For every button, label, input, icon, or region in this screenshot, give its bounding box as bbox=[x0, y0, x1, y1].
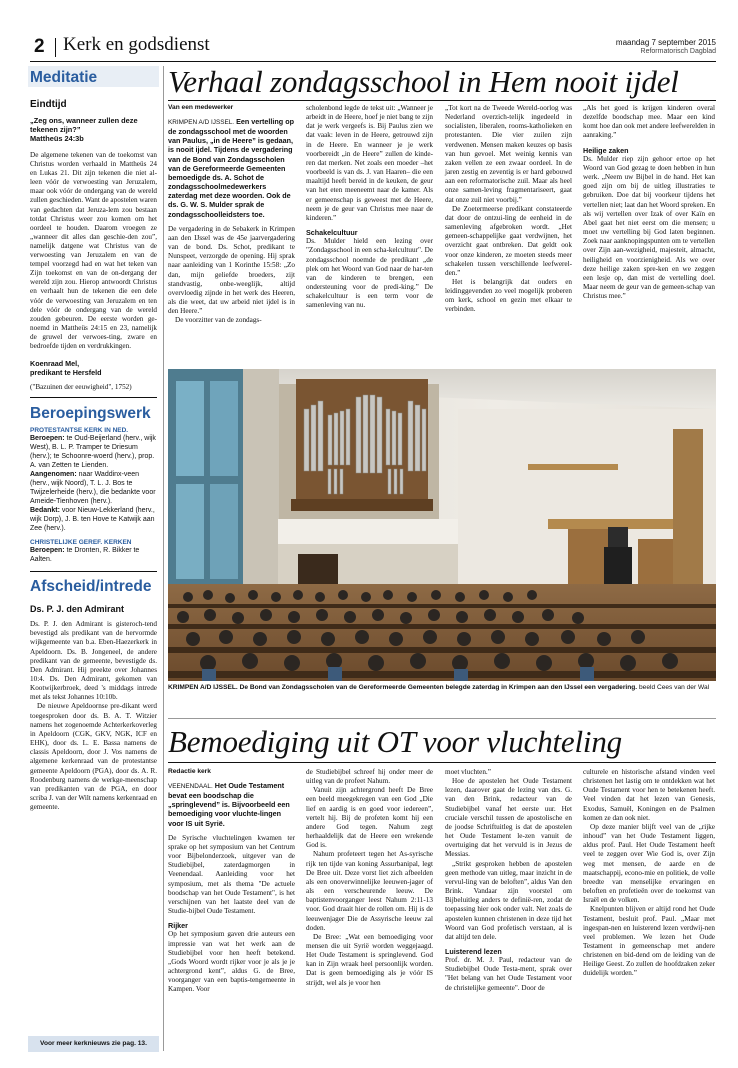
more-news-link[interactable]: Voor meer kerknieuws zie pag. 13. bbox=[28, 1036, 159, 1052]
meditatie-heading: Meditatie bbox=[30, 69, 98, 86]
meditatie-source: ("Bazuinen der eeuwigheid", 1752) bbox=[30, 383, 132, 392]
article2-col1 bbox=[168, 768, 295, 994]
article2-paragraph: De Bree: „Wat een bemoediging voor mensen die uit Syrië worden weggejaagd. Het Oude Testament is springlevend. God kan in Zijn wraak heel persoonlijk worden. Dat is geen bemoediging als je vóór IS strijdt, wel als je voor hen bbox=[306, 932, 433, 987]
article2-paragraph: Op het symposium gaven drie auteurs een impressie van wat het werk aan de Studiebijbel voor hen heeft betekend. „Gods Woord wordt rijker voor je als je je achtergrond kent”, aldus G. de Bree, voorganger van een baptis-tengemeente in Kampen. Voor bbox=[168, 930, 295, 994]
article1-paragraph: „Als het goed is krijgen kinderen overal dezelfde boodschap mee. Maar een kind komt hoe dan ook met andere leefwerelden in aanraking.” bbox=[583, 104, 715, 140]
header-divider bbox=[55, 38, 56, 57]
church-name: PROTESTANTSE KERK IN NED. bbox=[30, 427, 129, 435]
church-photo bbox=[168, 369, 716, 681]
section-title: Kerk en godsdienst bbox=[63, 34, 210, 55]
sidebar bbox=[30, 68, 157, 812]
mid-rule bbox=[168, 718, 716, 719]
article1-rule bbox=[168, 100, 716, 101]
article1-byline: Van een medewerker bbox=[168, 104, 234, 111]
church-name: CHRISTELIJKE GEREF. KERKEN bbox=[30, 539, 132, 547]
article2-rule bbox=[168, 762, 716, 763]
afscheid-p2: De nieuwe Apeldoornse pre-dikant werd toegesproken door ds. B. A. T. Witzier namens het zogenoemde Achterkerkoverleg in Apeldoorn (CGK, GKV, NGK, ICF en EHK), door ds. L. E. Bassa namens de classis Apeldoorn, door J. Vos namens de algemene kerkenraad van de protestantse gemeente Apeldoorn (PGA), door ds. A. R. Roodenburg namens de werkge-meenschap van predikanten van de PGA, en door scriba J. van der Wilt namens kerkenraad en gemeente. bbox=[30, 702, 157, 812]
article1-col4 bbox=[583, 104, 715, 301]
meditatie-ref: Mattheüs 24:3b bbox=[30, 134, 84, 143]
beroeping-item: Aangenomen: naar Waddinx-veen (herv., wijk Noord), T. L. J. Bos te Twijzelerheide (herv.), die bedankte voor Ameide-Tienhoven (herv.). bbox=[30, 471, 156, 506]
article1-paragraph: „Tot kort na de Tweede Wereld-oorlog was Nederland overzich-telijk ingedeeld in socialisten, liberalen, rooms-katholieken en protestanten. Die vier zuilen zijn verdwenen. Mensen maken keuzes op basis van hun gevoel. Met weinig kennis van zaken vellen ze een zwaar oordeel. In de jaren zestig en zeventig is er hard gebouwd aan een reformatorische zuil. Maar als heel onze samen-leving fragmentariseert, gaat dat onze zuil niet voorbij.” bbox=[445, 104, 572, 204]
photo-caption: KRIMPEN A/D IJSSEL. De Bond van Zondagsscholen van de Gereformeerde Gemeenten belegde zaterdag in Krimpen aan den IJssel een vergadering. beeld Cees van der Wal bbox=[168, 684, 710, 691]
church-interior-image bbox=[168, 369, 716, 681]
article2-headline: Bemoediging uit OT voor vluchteling bbox=[168, 724, 622, 759]
beroeping-item: Beroepen: te Dronten, R. Bikker te Aalten. bbox=[30, 547, 140, 564]
meditatie-author: Koenraad Mel, bbox=[30, 359, 80, 369]
meditatie-section bbox=[28, 66, 159, 87]
article1-paragraph: Ds. Mulder hield een lezing over "Zondagsschool in een scha-kelcultuur". De zondagsschool noemde de predikant „de plek om het Woord van God naar de har-ten van de kinderen te brengen, een ondersteuning voor de predi-king.” De schakelcultuur is een term voor de samenleving van nu. bbox=[306, 237, 433, 310]
article1-paragraph: Ds. Mulder riep zijn gehoor ertoe op het Woord van God gezag te doen hebben in hun werk. „Neem uw Bijbel in de hand. Het kan goed zijn om bij de uitleg illustraties te gebruiken. Doe dat bij voorkeur tijdens het vertellen niet; laat dan het Woord spreken. En als wij vertellen over Izak of over Kaïn en Abel gaat het niet eerst om die mensen; u moet uw vertelling bij God laten beginnen. Zoek naar aanknopingspunten om te vertellen over Zijn aan-wezigheid, majesteit, almacht, heiligheid en voorzienigheid. Als we over deze heilige zaken spre-ken en we zeggen een lesje op, dan mist de vertelling doel. Maar neem de geur van de gemeen-schap van Christus mee.” bbox=[583, 154, 715, 301]
article2-col2 bbox=[306, 768, 433, 988]
meditatie-body: De algemene tekenen van de toekomst van Christus worden verhaald in Mattheüs 24 en Lukas 21. Dit zijn tekenen die niet al-leen vóór de verwoesting van Jeruzalem, maar ook vóór de ondergang van de wereld zullen geschieden. Want de apostelen waren van gedachten dat Jeruza-lem zou bestaan totdat Christus weer zou komen om het oordeel te houden. Daarom vroegen ze „wanneer dit alles dan geschie-den zou”, namelijk datgene wat Christus van de verwoesting van Jeruzalem en van de tempel voorzegd had en wat het teken van Zijn toekomst en van de on-dergang der wereld zijn zou. Hierop antwoordt Christus en verhaalt hun de tekenen die een dele vóór de verwoesting van Jeruzalem en ten dele vóór de ondergang van de wereld zouden gebeuren. De eerste worden ge-noemd in Mattheüs 24:15 en 23, namelijk de gruwel der verwoes-ting, zware en bedroefde tijden en verdrukkingen. bbox=[30, 151, 157, 350]
article2-subhead: Rijker bbox=[168, 921, 188, 931]
article1-col3 bbox=[445, 104, 572, 315]
article2-paragraph: Op deze manier blijft veel van de „rijke inhoud” van het Oude Testament liggen, aldus prof. Paul. Het Oude Testament heeft veel te zeggen over Wie God is, over Zijn weg met mensen, de aarde en de maatschappij, econo-mie en politiek, de volle breedte van menselijke ervaringen en beloften en profetieën over de toekomst van Israël en de volken. bbox=[583, 822, 715, 905]
article2-paragraph: Nahum profeteert tegen het As-syrische rijk ten tijde van koning Assurbanipal, legt De Bree uit. Deze vorst liet zich afbeelden als een onoverwinnelijke leeuwen-jager of als een verscheurende leeuw. De baptistenvoorganger leest Nahum 2:11-13 voor. God draait hier de rollen om. Hij is de leeuwenjager Die de Assyrische leeuw zal doden. bbox=[306, 850, 433, 932]
article2-col4 bbox=[583, 768, 715, 979]
article1-paragraph: Het is belangrijk dat ouders en leidinggevenden zo veel mogelijk proberen om kerk, school en gezin met elkaar te verbinden. bbox=[445, 277, 572, 314]
article2-col3 bbox=[445, 768, 572, 993]
afscheid-heading: Afscheid/intrede bbox=[30, 578, 152, 596]
header-paper: Reformatorisch Dagblad bbox=[640, 48, 716, 55]
article2-paragraph: de Studiebijbel schreef hij onder meer de uitleg van de profeet Nahum. bbox=[306, 768, 433, 786]
article1-subhead: Heilige zaken bbox=[583, 145, 629, 155]
article2-paragraph: De Syrische vluchtelingen kwamen ter sprake op het symposium van het Centrum voor Bijbelonderzoek, uitgever van de Studiebijbel, zaterdagmorgen in Veenendaal. Aanleiding voor het symposium, met als thema "De actuele boodschap van het Oude Testament", is het verschijnen van het laatste deel van de Studie-bijbel Oude Testament. bbox=[168, 833, 295, 916]
meditatie-title: Eindtijd bbox=[30, 99, 67, 110]
header-date: maandag 7 september 2015 bbox=[615, 38, 716, 47]
article2-paragraph: Knelpunten blijven er altijd rond het Oude Testament, besluit prof. Paul. „Maar met ingespan-nen en luisterend lezen verdwij-nen veel problemen. We lezen het Oude Testament in gemeenschap met andere christenen en bid-dend om de leiding van de Heilige Geest. Zo zullen de hoofdzaken zeker duidelijk worden.” bbox=[583, 905, 715, 978]
article2-byline: Redactie kerk bbox=[168, 768, 211, 775]
article1-paragraph: scholenbond legde de tekst uit: „Wanneer je arbeidt in de Heere, hoef je niet bang te zijn dat je werk vergeefs is. Bij Paulus zien we dat vaak: leven in de Heere, getrouwd zijn in de Heere. En wanneer je je werk voorbereidt „in de Heere” zullen de kinde-ren dat merken. Net zoals een moeder –het voorbeeld is van ds. J. van Haaren– die een maaltijd heeft bereid in de keuken, de geur van het eten meeneemt naar de kamer. Als er gemeenschap is geweest met de Heere, neem je de geur van Christus mee naar de kinderen.” bbox=[306, 104, 433, 222]
article1-headline: Verhaal zondagsschool in Hem nooit ijdel bbox=[168, 64, 679, 99]
beroepingswerk-list bbox=[30, 427, 157, 564]
article1-lead: KRIMPEN A/D IJSSEL. Een vertelling op de zondagsschool met de woorden van Paulus, „in de Heere” is gedaan, is nooit ijdel. Tijdens de vergadering van de Bond van Zondagsscholen van de Gereformeerde Gemeenten bemoedigde ds. A. Schot de zondagsschoolmedewerkers zaterdag met deze woorden. Ook de ds. G. W. S. Mulder sprak de zondagsschoolleidsters toe. bbox=[168, 117, 294, 219]
article1-paragraph: De vergadering in de Sebakerk in Krimpen aan den IJssel was de 45e jaarvergadering van de bond. Ds. Schot, predikant te Nunspeet, verzorgde de opening. Hij sprak naar aanleiding van 1 Korinthe 15:58: „Zo dan, mijn geliefde broeders, zijt standvastig, onbe-weeglijk, altijd overvloedig zijnde in het werk des Heeren, als die weet, dat uw arbeid niet ijdel is in den Heere.” bbox=[168, 224, 295, 316]
article2-paragraph: Hoe de apostelen het Oude Testament lezen, daarover gaat de lezing van drs. G. van den Brink, redacteur van de Studiebijbel vanaf het eerste uur. Het cruciale verschil tussen de apostolische en de joodse Schriftuitleg is dat de apostelen het Oude Testament le-zen vanuit de overtuiging dat het vervuld is in Jezus de Messias. bbox=[445, 777, 572, 859]
sidebar-divider-2 bbox=[30, 571, 157, 572]
article1-col2 bbox=[306, 104, 433, 310]
beroeping-item: Bedankt: voor Nieuw-Lekkerland (herv., wijk Dorp), J. B. ten Hove te Katwijk aan Zee (herv.). bbox=[30, 507, 155, 533]
beroepingswerk-heading: Beroepingswerk bbox=[30, 405, 151, 423]
article2-subhead: Luisterend lezen bbox=[445, 946, 502, 956]
beroeping-item: Beroepen: te Oud-Beijerland (herv., wijk West), B. L. P. Tramper te Driesum (herv.); te Schoonre-woerd (herv.), prop. A. van Zetten te Lienden. bbox=[30, 435, 156, 470]
article2-paragraph: „Strikt gesproken hebben de apostelen geen methode van uitleg, maar inzicht in de vervul-ling van de beloften”, aldus Van den Brink. Vandaar zijn voorstel om Bijbeluitleg anders te definië-ren, zodat de toepassing hier ook onder valt. Net zoals de apostelen kunnen christenen in deze tijd het Woord van God profetisch verstaan, al is dat altijd ten dele. bbox=[445, 859, 572, 941]
article2-lead: VEENENDAAL. Het Oude Testament bevat een boodschap die „springlevend” is. Bijvoorbeeld een bemoediging voor vluchte-lingen voor IS uit Syrië. bbox=[168, 781, 290, 828]
article2-paragraph: culturele en historische afstand vinden veel christenen het lastig om te ontdekken wat het Oude Testament voor hen te betekenen heeft. Veel vinden dat het lezen van Genesis, Exodus, Samuël, Koningen en de Psalmen komen ze dan ook niet. bbox=[583, 768, 715, 822]
article1-paragraph: De voorzitter van de zondags- bbox=[175, 316, 262, 325]
page-number: 2 bbox=[34, 36, 45, 57]
article1-paragraph: De Zoetermeerse predikant constateerde dat door de ontzui-ling de eenheid in de samenleving afgebroken wordt. „Het gemeen-schappelijke gaat verdwijnen, het overzicht gaat ontbreken. Dat geldt ook voor onze kinderen, ze moeten steeds meer schakelen tussen verschillende leefwerel-den.” bbox=[445, 204, 572, 277]
article2-paragraph: Prof. dr. M. J. Paul, redacteur van de Studiebijbel Oude Testa-ment, sprak over "Het belang van het Oude Testament voor de christelijke gemeente". Door de bbox=[445, 956, 572, 992]
meditatie-quote: „Zeg ons, wanneer zullen deze tekenen zijn?” bbox=[30, 116, 138, 134]
afscheid-p1: Ds. P. J. den Admirant is gisteroch-tend bevestigd als predikant van de hervormde wijkgemeente van b.a. Eben-Haezerkerk in Apeldoorn. Ds. B. Jongeneel, de andere predikant van de gemeente, bevestigde ds. Den Admirant. Hij preekte over Johannes 10:4. Ds. Den Admirant, gekomen van Kootwijkerbroek, deed 's middags intrede met als tekst Johannes 10:10b. bbox=[30, 620, 157, 702]
sidebar-divider-1 bbox=[30, 397, 157, 398]
sidebar-rule bbox=[163, 66, 164, 1051]
meditatie-author-role: predikant te Hersfeld bbox=[30, 368, 102, 378]
afscheid-title: Ds. P. J. den Admirant bbox=[30, 604, 125, 615]
header-rule bbox=[30, 61, 716, 62]
article1-col1 bbox=[168, 104, 295, 325]
article1-subhead: Schakelcultuur bbox=[306, 228, 358, 238]
article2-paragraph: moet vluchten.” bbox=[445, 768, 491, 776]
article2-paragraph: Vanuit zijn achtergrond heeft De Bree een beeld meegekregen van een God „Die lief en aardig is en goed voor iedereen”, vertelt hij. Bij de profeten komt hij een andere God tegen. Nahum zegt herhaaldelijk dat de Heere een wrekende God is. bbox=[306, 786, 433, 850]
